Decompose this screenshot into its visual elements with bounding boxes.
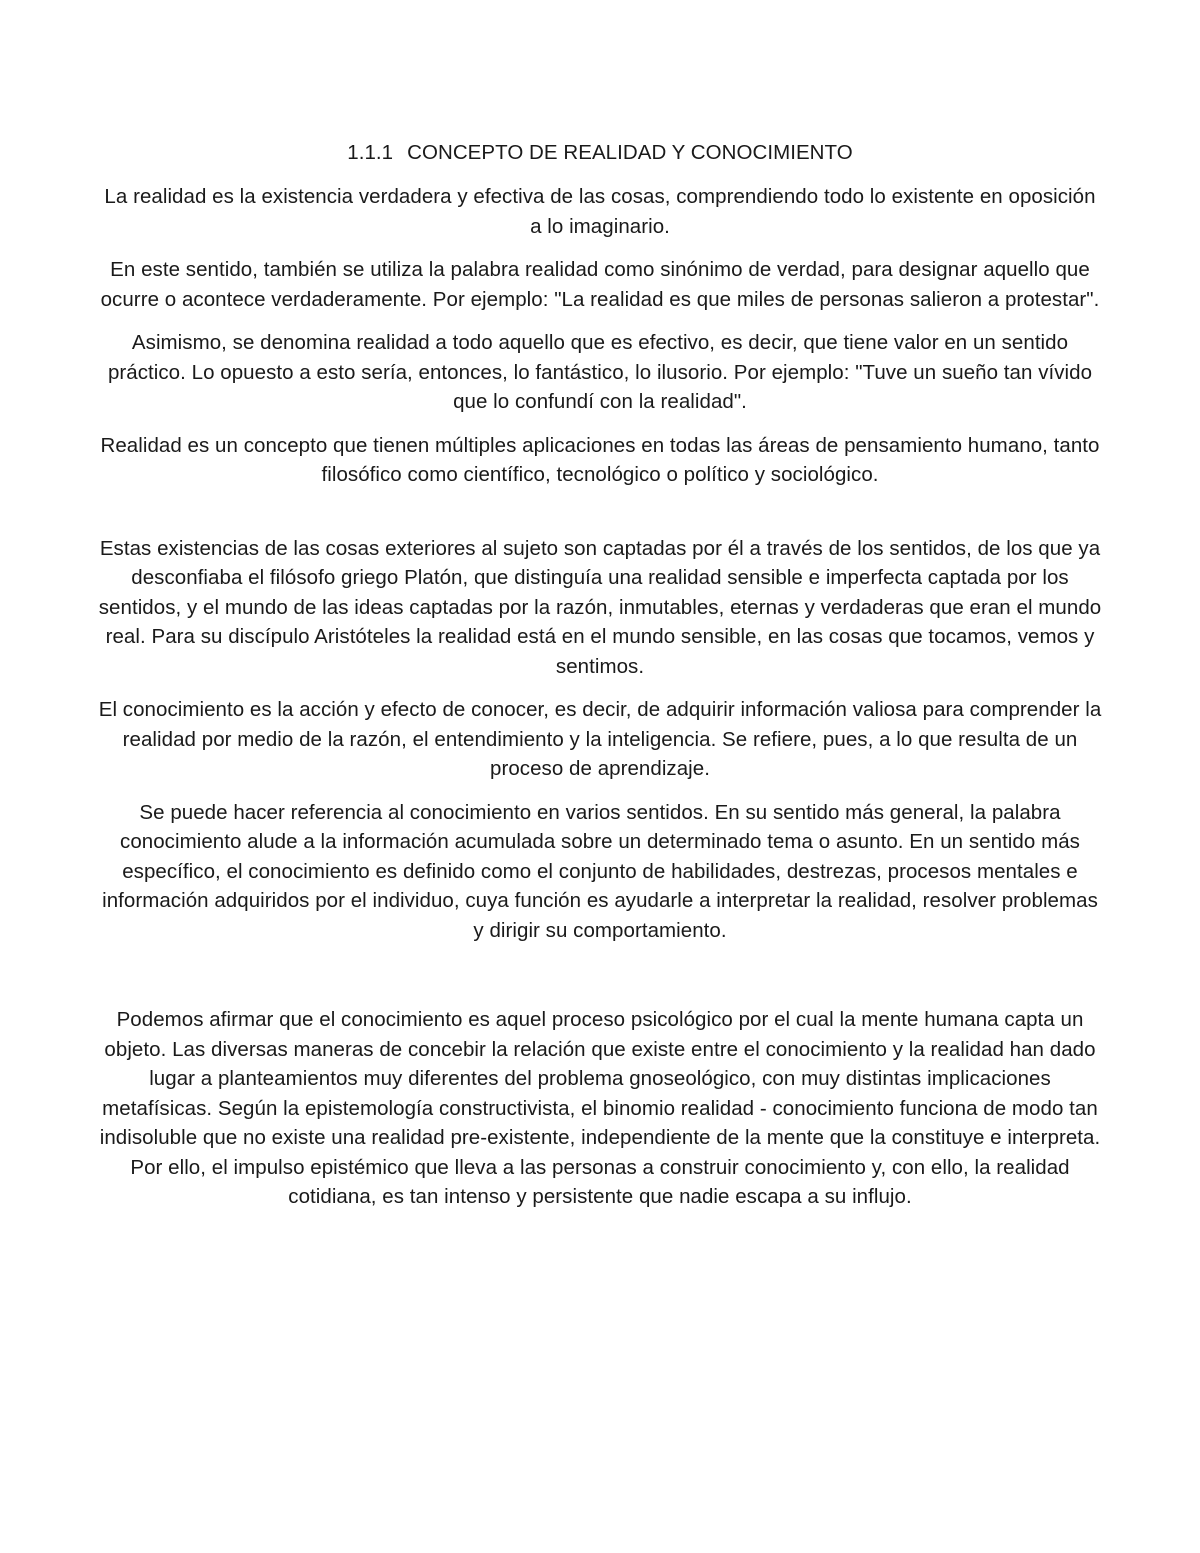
section-heading	[96, 138, 1104, 168]
paragraph-conocimiento-definicion: El conocimiento es la acción y efecto de conocer, es decir, de adquirir información valiosa para comprender la realidad por medio de la razón, el entendimiento y la inteligencia. Se refiere, pues, a lo que resulta de un proceso de aprendizaje.	[98, 698, 1102, 780]
paragraph-conocimiento-sentidos: Se puede hacer referencia al conocimiento en varios sentidos. En su sentido más general, la palabra conocimiento alude a la información acumulada sobre un determinado tema o asunto. En un sentido más específico, el conocimiento es definido como el conjunto de habilidades, destrezas, procesos mentales e información adquiridos por el individuo, cuya función es ayudarle a interpretar la realidad, resolver problemas y dirigir su comportamiento.	[102, 800, 1098, 942]
section-number: 1.1.1	[347, 141, 394, 164]
paragraph-platon-aristoteles: Estas existencias de las cosas exteriores al sujeto son captadas por él a través de los sentidos, de los que ya desconfiaba el filósofo griego Platón, que distinguía una realidad sensible e imperfecta captada por los sentidos, y el mundo de las ideas captadas por la razón, inmutables, eternas y verdaderas que eran el mundo real. Para su discípulo Aristóteles la realidad está en el mundo sensible, en las cosas que tocamos, vemos y sentimos.	[98, 536, 1102, 678]
paragraph-realidad-aplicaciones: Realidad es un concepto que tienen múltiples aplicaciones en todas las áreas de pensamiento humano, tanto filosófico como científico, tecnológico o político y sociológico.	[100, 433, 1100, 486]
document-body	[96, 138, 1104, 1226]
section-title: CONCEPTO DE REALIDAD Y CONOCIMIENTO	[407, 141, 853, 164]
paragraph-conocimiento-proceso: Podemos afirmar que el conocimiento es aquel proceso psicológico por el cual la mente humana capta un objeto. Las diversas maneras de concebir la relación que existe entre el conocimiento y la realidad han dado lugar a planteamientos muy diferentes del problema gnoseológico, con muy distintas implicaciones metafísicas. Según la epistemología constructivista, el binomio realidad - conocimiento funciona de modo tan indisoluble que no existe una realidad pre-existente, independiente de la mente que la constituye e interpreta. Por ello, el impulso epistémico que lleva a las personas a construir conocimiento y, con ello, la realidad cotidiana, es tan intenso y persistente que nadie escapa a su influjo.	[99, 1008, 1101, 1208]
paragraph-realidad-definicion: La realidad es la existencia verdadera y efectiva de las cosas, comprendiendo todo lo existente en oposición a lo imaginario.	[104, 185, 1096, 238]
paragraph-realidad-verdad: En este sentido, también se utiliza la palabra realidad como sinónimo de verdad, para designar aquello que ocurre o acontece verdaderamente. Por ejemplo: "La realidad es que miles de personas salieron a protestar".	[100, 258, 1100, 311]
paragraph-realidad-efectivo: Asimismo, se denomina realidad a todo aquello que es efectivo, es decir, que tiene valor en un sentido práctico. Lo opuesto a esto sería, entonces, lo fantástico, lo ilusorio. Por ejemplo: "Tuve un sueño tan vívido que lo confundí con la realidad".	[107, 331, 1093, 413]
